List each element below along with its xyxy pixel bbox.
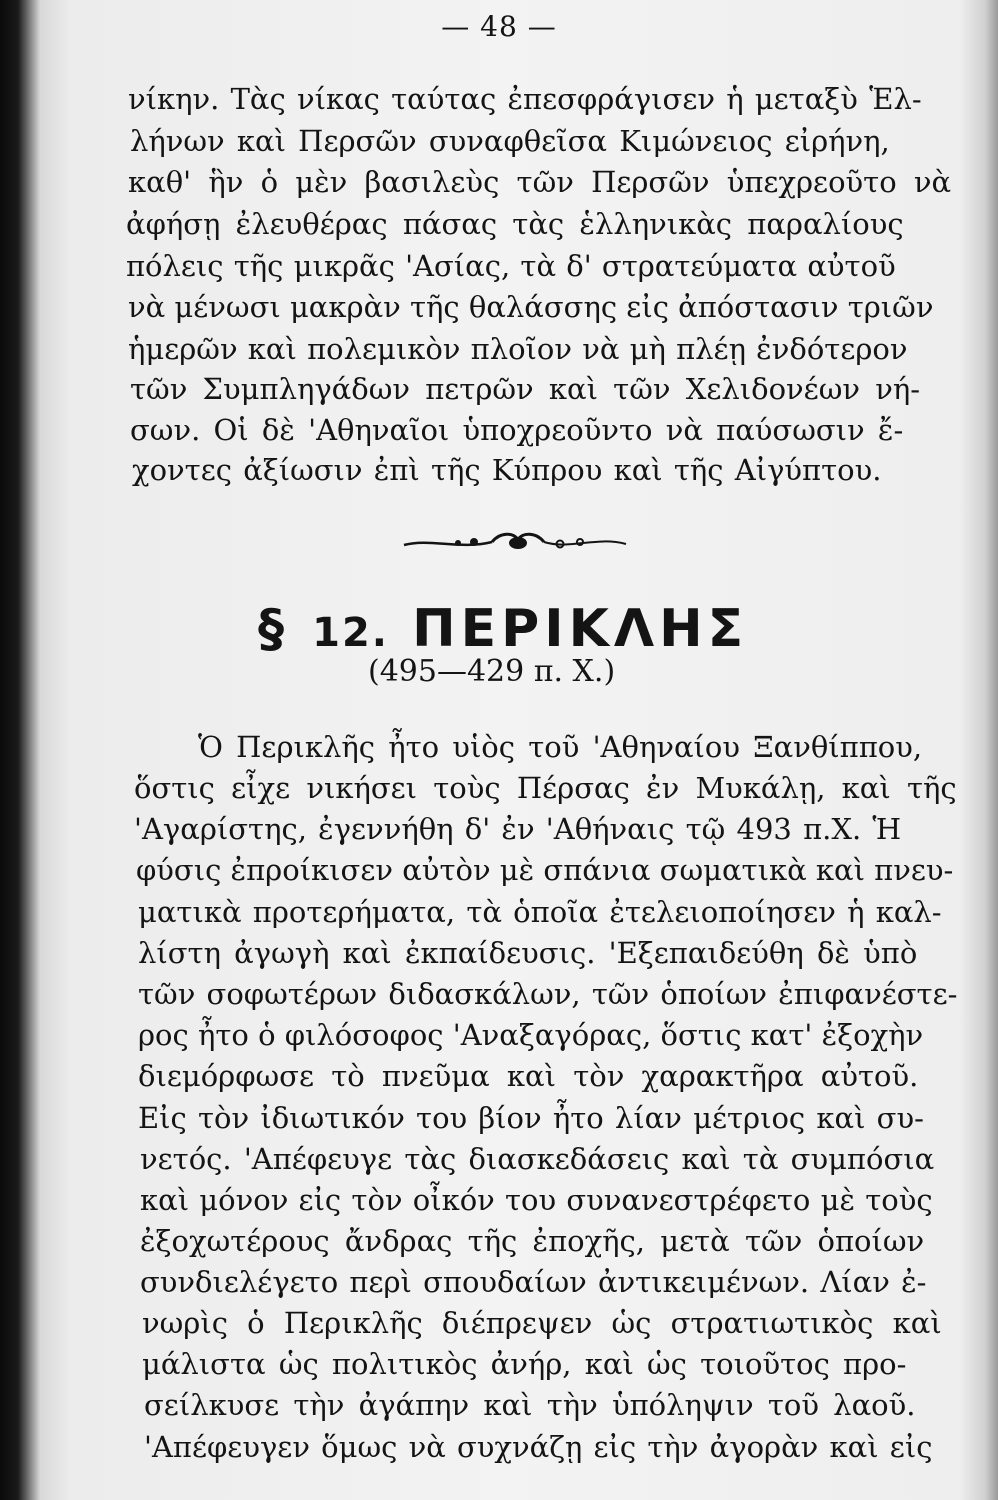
text-line: σων. Οἱ δὲ 'Αθηναῖοι ὑποχρεοῦντο νὰ παύσωσιν ἔ- xyxy=(130,413,904,447)
page-number: — 48 — xyxy=(441,10,557,43)
text-line: διεμόρφωσε τὸ πνεῦμα καὶ τὸν χαρακτῆρα αὐτοῦ. xyxy=(138,1059,919,1093)
section-title: ΠΕΡΙΚΛΗΣ xyxy=(412,599,749,659)
text-line: νὰ μένωσι μακρὰν τῆς θαλάσσης εἰς ἀπόστασιν τριῶν xyxy=(128,290,934,324)
text-line: νίκην. Τὰς νίκας ταύτας ἐπεσφράγισεν ἡ μεταξὺ Ἑλ- xyxy=(128,82,922,116)
text-line: νωρὶς ὁ Περικλῆς διέπρεψεν ὡς στρατιωτικὸς καὶ xyxy=(142,1306,942,1340)
text-line: φύσις ἐπροίκισεν αὐτὸν μὲ σπάνια σωματικὰ καὶ πνευ- xyxy=(136,853,954,887)
text-line: νετός. 'Απέφευγε τὰς διασκεδάσεις καὶ τὰ συμπόσια xyxy=(140,1142,935,1176)
text-line: 'Αγαρίστης, ἐγεννήθη δ' ἐν 'Αθήναις τῷ 493 π.Χ. Ἡ xyxy=(134,812,902,846)
text-line: ἀφήσῃ ἐλευθέρας πάσας τὰς ἑλληνικὰς παραλίους xyxy=(126,207,904,241)
text-line: λήνων καὶ Περσῶν συναφθεῖσα Κιμώνειος εἰρήνη, xyxy=(130,124,890,158)
text-line: μάλιστα ὡς πολιτικὸς ἀνήρ, καὶ ὡς τοιοῦτος προ- xyxy=(142,1347,907,1381)
text-line: ὅστις εἶχε νικήσει τοὺς Πέρσας ἐν Μυκάλῃ, καὶ τῆς xyxy=(134,771,957,805)
text-line: ἐξοχωτέρους ἄνδρας τῆς ἐποχῆς, μετὰ τῶν ὁποίων xyxy=(140,1224,925,1258)
text-line: λίστη ἀγωγὴ καὶ ἐκπαίδευσις. 'Εξεπαιδεύθη δὲ ὑπὸ xyxy=(138,936,918,970)
ornament-divider-icon xyxy=(400,528,630,556)
text-line: καὶ μόνον εἰς τὸν οἶκόν του συνανεστρέφετο μὲ τοὺς xyxy=(140,1183,933,1217)
section-dates: (495—429 π. Χ.) xyxy=(368,654,616,689)
section-number: 12. xyxy=(312,610,389,656)
text-line: χοντες ἀξίωσιν ἐπὶ τῆς Κύπρου καὶ τῆς Αἰγύπτου. xyxy=(132,453,882,487)
text-line: τῶν σοφωτέρων διδασκάλων, τῶν ὁποίων ἐπιφανέστε- xyxy=(138,977,958,1011)
text-line: σείλκυσε τὴν ἀγάπην καὶ τὴν ὑπόληψιν τοῦ λαοῦ. xyxy=(144,1388,916,1422)
text-line: τῶν Συμπληγάδων πετρῶν καὶ τῶν Χελιδονέων νή- xyxy=(130,372,920,406)
text-line: Εἰς τὸν ἰδιωτικόν του βίον ἦτο λίαν μέτριος καὶ συ- xyxy=(138,1101,924,1135)
text-line: ματικὰ προτερήματα, τὰ ὁποῖα ἐτελειοποίησεν ἡ καλ- xyxy=(138,895,942,929)
text-line: Ὁ Περικλῆς ἦτο υἱὸς τοῦ 'Αθηναίου Ξανθίππου, xyxy=(198,730,923,764)
text-line: ρος ἦτο ὁ φιλόσοφος 'Αναξαγόρας, ὅστις κατ' ἐξοχὴν xyxy=(138,1018,924,1052)
text-line: πόλεις τῆς μικρᾶς 'Ασίας, τὰ δ' στρατεύματα αὐτοῦ xyxy=(126,249,896,283)
text-line: καθ' ἣν ὁ μὲν βασιλεὺς τῶν Περσῶν ὑπεχρεοῦτο νὰ xyxy=(128,165,952,199)
text-line: συνδιελέγετο περὶ σπουδαίων ἀντικειμένων. Λίαν ἐ- xyxy=(140,1265,927,1299)
text-line: ἡμερῶν καὶ πολεμικὸν πλοῖον νὰ μὴ πλέῃ ἐνδότερον xyxy=(128,332,908,366)
section-symbol: § xyxy=(258,599,289,659)
text-line: 'Απέφευγεν ὅμως νὰ συχνάζῃ εἰς τὴν ἀγορὰν καὶ εἰς xyxy=(144,1430,933,1464)
